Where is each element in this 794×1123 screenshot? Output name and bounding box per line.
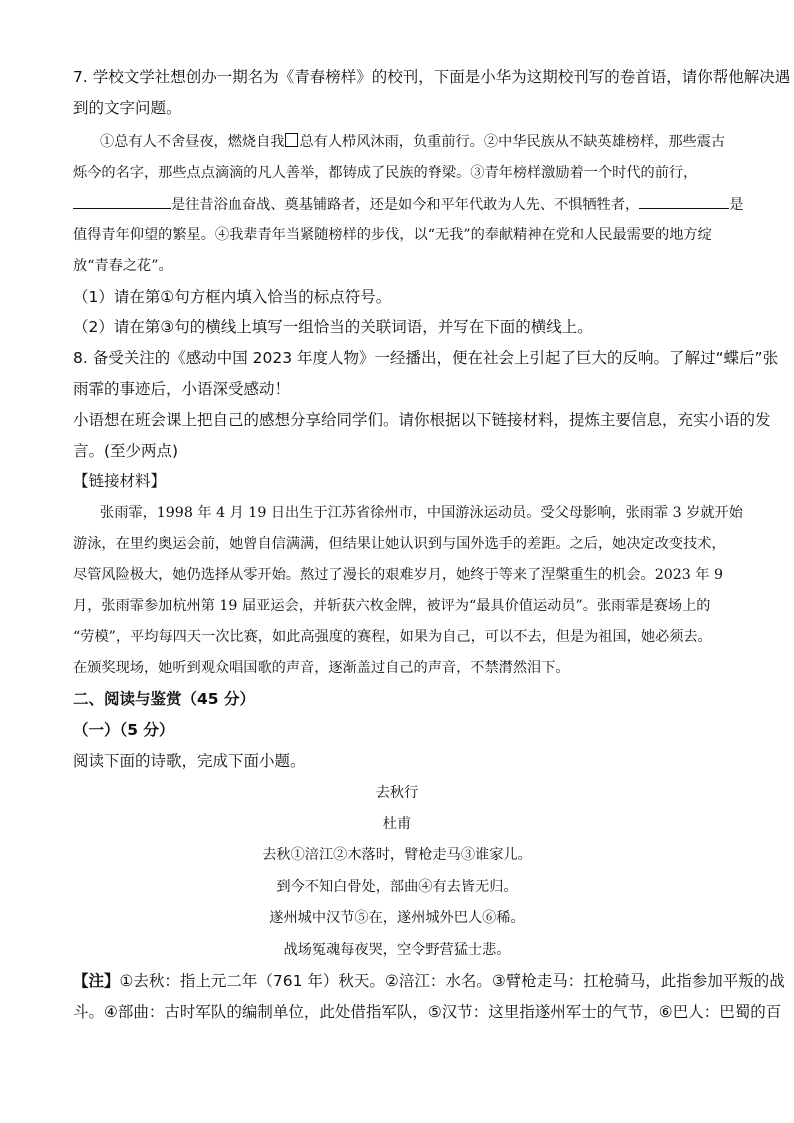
material-title: 【链接材料】 <box>73 472 167 490</box>
q7-passage-text: 是往昔浴血奋战、奠基铺路者，还是如今和平年代敢为人先、不惧牺牲者， <box>171 197 640 213</box>
q7-passage-text: ①总有人不舍昼夜，燃烧自我 <box>100 134 285 150</box>
poem-notes-line-1 <box>73 970 785 992</box>
reading-instruction: 阅读下面的诗歌，完成下面小题。 <box>73 752 306 770</box>
material-line: 在颁奖现场，她听到观众唱国歌的声音，逐渐盖过自己的声音，不禁潸然泪下。 <box>73 660 570 676</box>
q7-passage-line-5: 放“青春之花”。 <box>73 258 173 274</box>
note-label: 【注】 <box>73 972 120 990</box>
q7-passage-line-4: 值得青年仰望的繁星。④我辈青年当紧随榜样的步伐，以“无我”的奉献精神在党和人民最需要的地方绽 <box>73 227 712 243</box>
poem-author: 杜甫 <box>382 816 412 832</box>
section-heading: 二、阅读与鉴赏（45 分） <box>73 690 255 708</box>
q8-stem-line-1: 8. 备受关注的《感动中国 2023 年度人物》一经播出，便在社会上引起了巨大的反响。了解过“蝶后”张 <box>73 349 779 367</box>
poem-line: 去秋①涪江②木落时，臂枪走马③谁家儿。 <box>262 847 532 863</box>
q7-stem-line-1: 7. 学校文学社想创办一期名为《青春榜样》的校刊，下面是小华为这期校刊写的卷首语，请你帮他解决遇 <box>73 68 791 86</box>
q7-passage-line-3 <box>73 193 743 216</box>
material-line: 张雨霏，1998 年 4 月 19 日出生于江苏省徐州市，中国游泳运动员。受父母影响，张雨霏 3 岁就开始 <box>100 505 743 521</box>
poem-notes-line-2: 斗。④部曲：古时军队的编制单位，此处借指军队，⑤汉节：这里指遂州军士的气节，⑥巴人：巴蜀的百 <box>73 1003 782 1021</box>
q7-passage-line-1 <box>100 131 725 153</box>
q7-passage-text: 是 <box>729 197 744 213</box>
note-text: ①去秋：指上元二年（761 年）秋天。②涪江：水名。③臂枪走马：扛枪骑马，此指参加平叛的战 <box>119 972 785 990</box>
punctuation-answer-box[interactable] <box>285 133 298 147</box>
material-line: 尽管风险极大，她仍选择从零开始。熬过了漫长的艰难岁月，她终于等来了涅槃重生的机会。2023 年 9 <box>73 567 724 583</box>
q7-stem-line-2: 到的文字问题。 <box>73 99 182 117</box>
poem-line: 战场冤魂每夜哭，空令野营猛士悲。 <box>283 942 511 958</box>
material-line: 游泳，在里约奥运会前，她曾自信满满，但结果让她认识到与国外选手的差距。之后，她决定改变技术， <box>73 536 726 552</box>
conjunction-blank-2[interactable] <box>639 193 729 209</box>
q7-passage-text: 总有人栉风沐雨，负重前行。②中华民族从不缺英雄榜样，那些震古 <box>299 134 726 150</box>
material-line: 月，张雨霏参加杭州第 19 届亚运会，并斩获六枚金牌，被评为“最具价值运动员”。张雨霏是赛场上的 <box>73 598 711 614</box>
part-heading: （一）（5 分） <box>73 721 175 739</box>
conjunction-blank-1[interactable] <box>73 193 171 209</box>
q7-subquestion-1: （1）请在第①句方框内填入恰当的标点符号。 <box>73 288 392 306</box>
poem-title: 去秋行 <box>375 785 419 801</box>
q7-passage-line-2: 烁今的名字，那些点点滴滴的凡人善举，都铸成了民族的脊梁。③青年榜样激励着一个时代的前行， <box>73 165 698 181</box>
poem-line: 遂州城中汉节⑤在，遂州城外巴人⑥稀。 <box>269 910 525 926</box>
q8-stem-line-2: 雨霏的事迹后，小语深受感动！ <box>73 380 291 398</box>
q7-subquestion-2: （2）请在第③句的横线上填写一组恰当的关联词语，并写在下面的横线上。 <box>73 318 593 336</box>
q8-stem-line-4: 言。(至少两点) <box>73 442 179 460</box>
material-line: “劳模”，平均每四天一次比赛，如此高强度的赛程，如果为自己，可以不去，但是为祖国，她必须去。 <box>73 629 712 645</box>
q8-stem-line-3: 小语想在班会课上把自己的感想分享给同学们。请你根据以下链接材料，提炼主要信息，充实小语的发 <box>73 411 771 429</box>
poem-line: 到今不知白骨处，部曲④有去皆无归。 <box>276 879 518 895</box>
